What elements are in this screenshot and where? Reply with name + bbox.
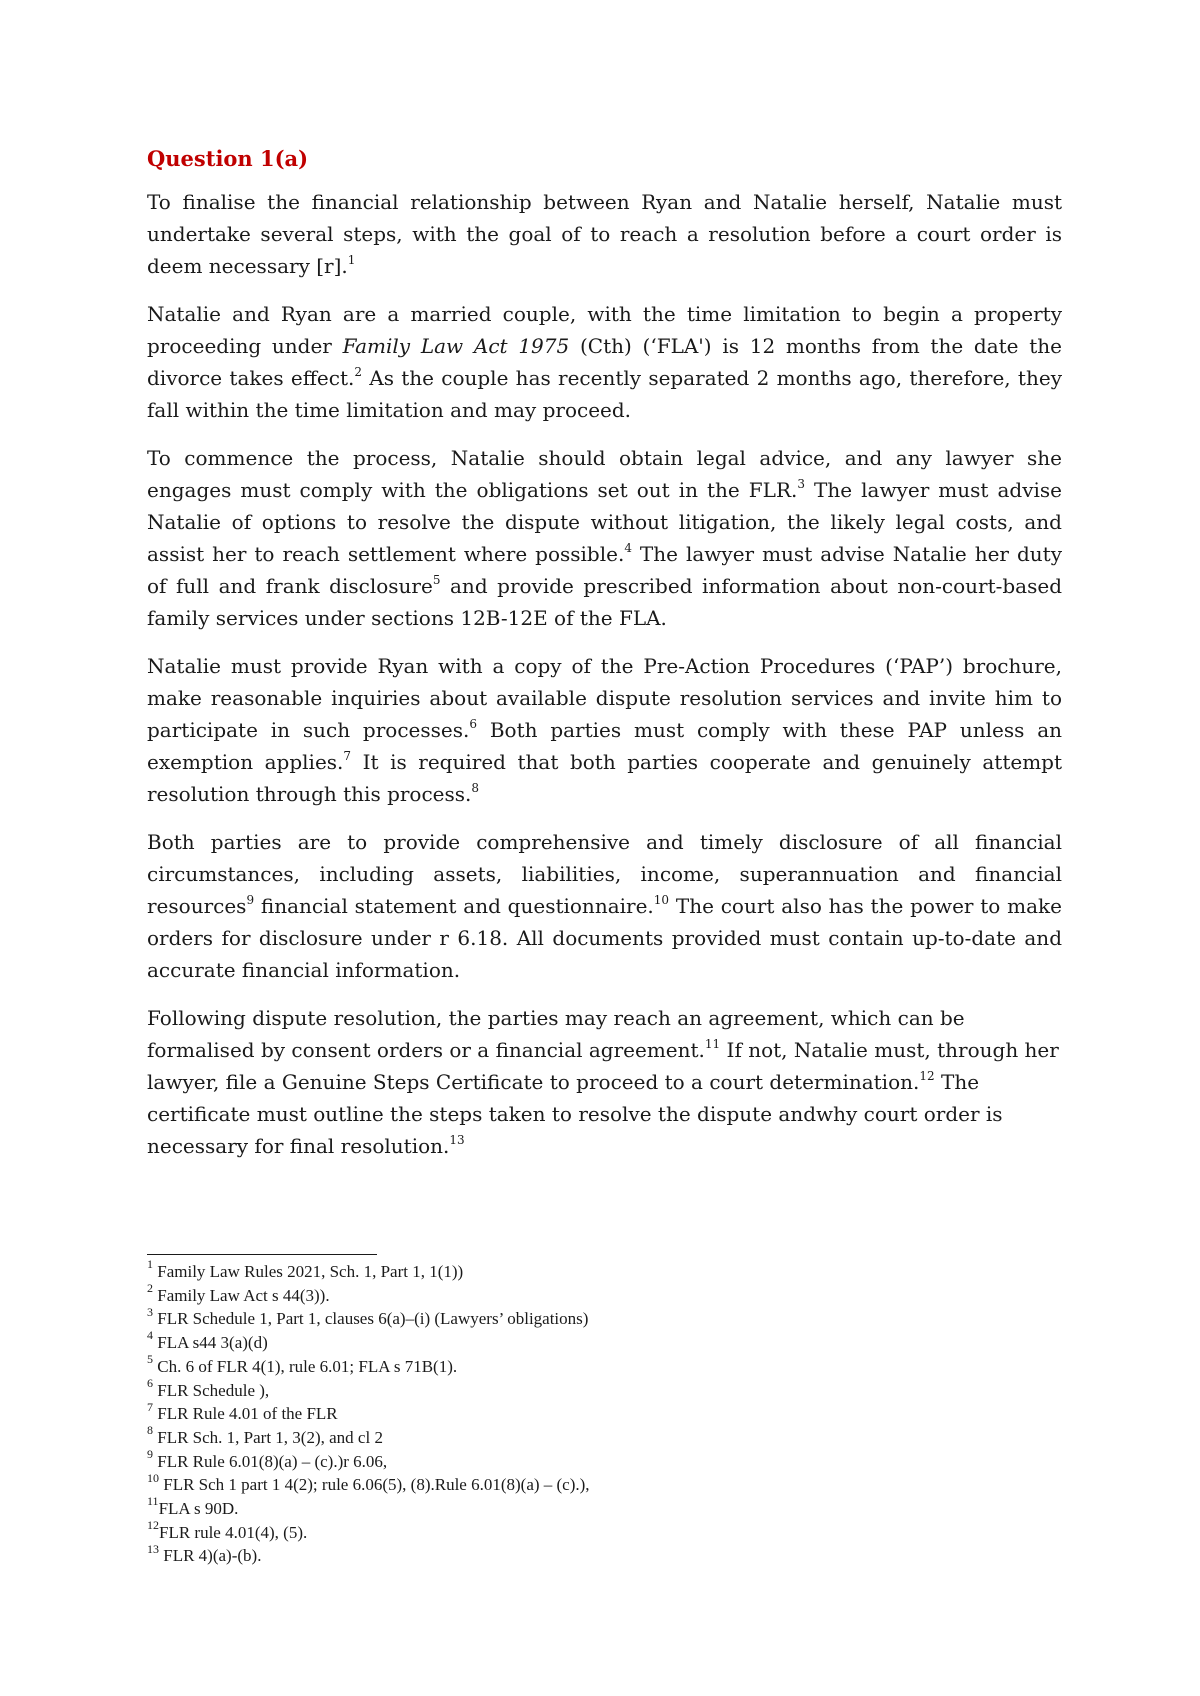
footnote-ref-9[interactable]: 9: [246, 893, 255, 908]
act-title: Family Law Act 1975: [342, 334, 570, 358]
footnote-13: $^{13}$ FLR 4)(a)-(b).: [147, 1541, 262, 1566]
footnote-ref-11[interactable]: 11: [704, 1037, 721, 1052]
paragraph-5: Both parties are to provide comprehensive and timely disclosure of all financial circumstances, including assets, liabilities, income, superannuation and financial resources$^9$ financial statement and questionnaire.$^{10}$ The court also has the power to make orders for disclosure under r 6.18. All documents provided must contain up-to-date and accurate financial information.: [147, 830, 1063, 982]
footnote-1: $^1$ Family Law Rules 2021, Sch. 1, Part 1, 1(1)): [147, 1257, 464, 1281]
footnote-ref-2[interactable]: 2: [354, 365, 362, 380]
footnote-12: $^{12}$FLR rule 4.01(4), (5).: [147, 1518, 308, 1542]
footnote-ref-10[interactable]: 10: [653, 893, 670, 908]
question-heading: Question 1(a): [147, 146, 309, 171]
footnote-ref-3[interactable]: 3: [797, 477, 806, 492]
footnote-ref-4[interactable]: 4: [624, 541, 632, 556]
footnote-9: $^9$ FLR Rule 6.01(8)(a) – (c).)r 6.06,: [147, 1446, 388, 1471]
footnote-4: $^4$ FLA s44 3(a)(d): [147, 1328, 268, 1353]
footnote-2: $^2$ Family Law Act s 44(3)).: [147, 1281, 330, 1305]
footnotes: [147, 1254, 1062, 1568]
footnote-11: $^{11}$FLA s 90D.: [147, 1494, 239, 1519]
footnote-ref-5[interactable]: 5: [432, 573, 441, 588]
footnote-ref-8[interactable]: 8: [471, 781, 480, 796]
footnote-3: $^3$ FLR Schedule 1, Part 1, clauses 6(a)–(i) (Lawyers’ obligations): [147, 1304, 589, 1329]
paragraph-4: Natalie must provide Ryan with a copy of the Pre-Action Procedures (‘PAP’) brochure, make reasonable inquiries about available dispute resolution services and invite him to participate in such processes.$^6$ Both parties must comply with these PAP unless an exemption applies.$^7$ It is required that both parties cooperate and genuinely attempt resolution through this process.$^8$: [147, 654, 1062, 806]
paragraph-1: To finalise the financial relationship between Ryan and Natalie herself, Natalie must undertake several steps, with the goal of to reach a resolution before a court order is deem necessary [r].$^1$: [147, 190, 1062, 278]
footnote-10: $^{10}$ FLR Sch 1 part 1 4(2); rule 6.06(5), (8).Rule 6.01(8)(a) – (c).),: [147, 1470, 590, 1495]
footnote-separator: [147, 1254, 377, 1255]
paragraph-2: Natalie and Ryan are a married couple, with the time limitation to begin a property proceeding under Family Law Act 1975 (Cth) (‘FLA') is 12 months from the date the divorce takes effect.$^2$ As the couple has recently separated 2 months ago, therefore, they fall within the time limitation and may proceed.: [147, 302, 1063, 422]
footnote-ref-13[interactable]: 13: [449, 1133, 465, 1148]
footnote-5: $^5$ Ch. 6 of FLR 4(1), rule 6.01; FLA s 71B(1).: [147, 1352, 458, 1376]
footnote-8: $^8$ FLR Sch. 1, Part 1, 3(2), and cl 2: [147, 1423, 383, 1447]
paragraph-3: To commence the process, Natalie should obtain legal advice, and any lawyer she engages must comply with the obligations set out in the FLR.$^3$ The lawyer must advise Natalie of options to resolve the dispute without litigation, the likely legal costs, and assist her to reach settlement where possible.$^4$ The lawyer must advise Natalie her duty of full and frank disclosure$^5$ and provide prescribed information about non-court-based family services under sections 12B-12E of the FLA.: [147, 446, 1062, 630]
footnote-6: $^6$ FLR Schedule ),: [147, 1375, 270, 1400]
footnote-ref-12[interactable]: 12: [919, 1069, 935, 1084]
paragraph-6: Following dispute resolution, the parties may reach an agreement, which can be formalised by consent orders or a financial agreement.$^{11}$ If not, Natalie must, through her lawyer, file a Genuine Steps Certificate to proceed to a court determination.$^{12}$ The certificate must outline the steps taken to resolve the dispute andwhy court order is necessary for final resolution.$^{13}$: [147, 1006, 1059, 1158]
footnote-ref-7[interactable]: 7: [343, 749, 352, 764]
footnote-7: $^7$ FLR Rule 4.01 of the FLR: [147, 1399, 338, 1424]
footnote-ref-1[interactable]: 1: [347, 253, 356, 268]
footnote-ref-6[interactable]: 6: [469, 717, 477, 732]
document-body: [147, 144, 1062, 1178]
